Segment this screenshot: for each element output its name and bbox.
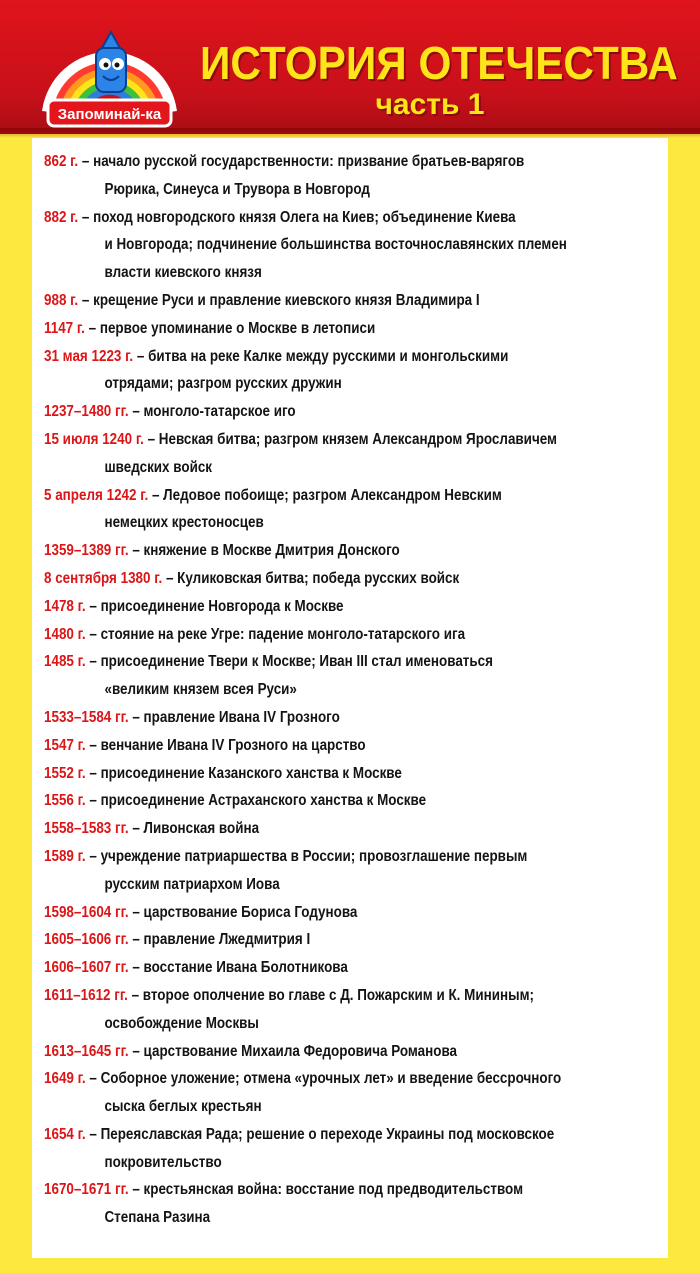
entry-date: 1485 г. bbox=[44, 653, 86, 671]
entry-dash: – bbox=[85, 847, 101, 865]
entry-dash: – bbox=[84, 319, 100, 337]
entry-first-line bbox=[44, 843, 566, 871]
entry-first-line bbox=[44, 926, 566, 954]
entry-first-line bbox=[44, 148, 566, 176]
entry-first-line bbox=[44, 537, 566, 565]
entry-date: 882 г. bbox=[44, 208, 79, 226]
entry-text: Невская битва; разгром князем Александром Ярославичем bbox=[158, 430, 557, 448]
entry-text: Степана Разина bbox=[104, 1209, 211, 1227]
entry-date: 1649 г. bbox=[44, 1070, 86, 1088]
entry-text: начало русской государственности: призвание братьев-варягов bbox=[93, 153, 525, 170]
zapominayka-logo bbox=[42, 30, 177, 130]
entry-text: учреждение патриаршества в России; провозглашение первым bbox=[100, 847, 528, 865]
entry-text: царствование Михаила Федоровича Романова bbox=[143, 1042, 458, 1060]
entry-dash: – bbox=[128, 820, 144, 838]
entry-date: 1552 г. bbox=[44, 764, 86, 782]
timeline-entry bbox=[44, 148, 666, 204]
entry-first-line bbox=[44, 982, 566, 1010]
entry-date: 1556 г. bbox=[44, 792, 86, 810]
entry-dash: – bbox=[85, 597, 101, 615]
entry-first-line bbox=[44, 1176, 566, 1204]
entry-continuation-line bbox=[44, 1204, 566, 1232]
timeline-entry bbox=[44, 760, 666, 788]
entry-first-line bbox=[44, 954, 566, 982]
entry-dash: – bbox=[143, 430, 159, 448]
entry-date: 1598–1604 гг. bbox=[44, 903, 129, 921]
entry-text: Рюрика, Синеуса и Трувора в Новгород bbox=[104, 180, 370, 198]
timeline-entry bbox=[44, 704, 666, 732]
entry-text: крещение Руси и правление киевского князя Владимира I bbox=[93, 291, 480, 309]
entry-date: 5 апреля 1242 г. bbox=[44, 486, 149, 504]
timeline-entry bbox=[44, 593, 666, 621]
entry-date: 1611–1612 гг. bbox=[44, 986, 128, 1004]
timeline-entry bbox=[44, 787, 666, 815]
timeline-entry bbox=[44, 1121, 666, 1177]
timeline-entry bbox=[44, 1176, 666, 1232]
entry-date: 8 сентября 1380 г. bbox=[44, 569, 163, 587]
entry-text: Переяславская Рада; решение о переходе Украины под московское bbox=[100, 1125, 555, 1143]
entry-text: поход новгородского князя Олега на Киев; объединение Киева bbox=[93, 208, 516, 226]
entry-text: правление Ивана IV Грозного bbox=[143, 708, 340, 726]
entry-dash: – bbox=[85, 653, 101, 671]
entry-dash: – bbox=[85, 764, 101, 782]
entry-continuation-line bbox=[44, 1093, 566, 1121]
entry-first-line bbox=[44, 398, 566, 426]
entry-text: княжение в Москве Дмитрия Донского bbox=[143, 542, 400, 560]
entry-first-line bbox=[44, 482, 566, 510]
entry-dash: – bbox=[85, 792, 101, 810]
timeline-entry bbox=[44, 482, 666, 538]
timeline-list bbox=[44, 148, 666, 1232]
entry-text: русским патриархом Иова bbox=[104, 875, 280, 893]
entry-date: 15 июля 1240 г. bbox=[44, 430, 144, 448]
timeline-entry bbox=[44, 621, 666, 649]
entry-dash: – bbox=[128, 708, 144, 726]
timeline-entry bbox=[44, 815, 666, 843]
entry-first-line bbox=[44, 704, 566, 732]
entry-continuation-line bbox=[44, 509, 566, 537]
entry-text: покровительство bbox=[104, 1153, 222, 1171]
entry-continuation-line bbox=[44, 259, 566, 287]
entry-text: первое упоминание о Москве в летописи bbox=[99, 319, 376, 337]
entry-first-line bbox=[44, 204, 566, 232]
timeline-entry bbox=[44, 732, 666, 760]
entry-date: 1606–1607 гг. bbox=[44, 959, 129, 977]
entry-text: венчание Ивана IV Грозного на царство bbox=[100, 736, 366, 754]
entry-dash: – bbox=[148, 486, 164, 504]
entry-first-line bbox=[44, 1065, 566, 1093]
entry-first-line bbox=[44, 1038, 566, 1066]
entry-date: 1558–1583 гг. bbox=[44, 820, 129, 838]
entry-dash: – bbox=[162, 569, 178, 587]
entry-continuation-line bbox=[44, 231, 566, 259]
timeline-entry bbox=[44, 315, 666, 343]
entry-first-line bbox=[44, 899, 566, 927]
page-title: ИСТОРИЯ ОТЕЧЕСТВА bbox=[200, 37, 678, 89]
entry-text: правление Лжедмитрия I bbox=[143, 931, 311, 949]
entry-continuation-line bbox=[44, 454, 566, 482]
entry-date: 1605–1606 гг. bbox=[44, 931, 129, 949]
entry-text: присоединение Новгорода к Москве bbox=[100, 597, 344, 615]
entry-date: 1480 г. bbox=[44, 625, 86, 643]
entry-continuation-line bbox=[44, 676, 566, 704]
timeline-entry bbox=[44, 565, 666, 593]
entry-text: монголо-татарское иго bbox=[143, 403, 296, 421]
entry-text: восстание Ивана Болотникова bbox=[143, 959, 348, 977]
entry-dash: – bbox=[127, 986, 143, 1004]
entry-text: власти киевского князя bbox=[104, 264, 262, 282]
entry-dash: – bbox=[85, 1070, 101, 1088]
entry-date: 1478 г. bbox=[44, 597, 86, 615]
entry-date: 1670–1671 гг. bbox=[44, 1181, 129, 1199]
timeline-entry bbox=[44, 926, 666, 954]
entry-dash: – bbox=[128, 542, 144, 560]
entry-date: 1589 г. bbox=[44, 847, 86, 865]
entry-text: сыска беглых крестьян bbox=[104, 1098, 262, 1116]
entry-text: Ливонская война bbox=[143, 820, 260, 838]
timeline-entry bbox=[44, 537, 666, 565]
entry-dash: – bbox=[133, 347, 149, 365]
entry-text: Соборное уложение; отмена «урочных лет» и введение бессрочного bbox=[100, 1070, 562, 1088]
entry-first-line bbox=[44, 343, 566, 371]
entry-date: 1359–1389 гг. bbox=[44, 542, 129, 560]
entry-text: битва на реке Калке между русскими и монгольскими bbox=[148, 347, 509, 365]
entry-text: Куликовская битва; победа русских войск bbox=[177, 569, 460, 587]
entry-date: 1547 г. bbox=[44, 736, 86, 754]
entry-continuation-line bbox=[44, 176, 566, 204]
entry-date: 862 г. bbox=[44, 153, 79, 170]
entry-continuation-line bbox=[44, 871, 566, 899]
timeline-entry bbox=[44, 343, 666, 399]
entry-text: присоединение Казанского ханства к Москве bbox=[100, 764, 402, 782]
entry-dash: – bbox=[128, 959, 144, 977]
entry-text: Ледовое побоище; разгром Александром Невским bbox=[163, 486, 502, 504]
entry-date: 988 г. bbox=[44, 291, 79, 309]
entry-first-line bbox=[44, 815, 566, 843]
page-subtitle: часть 1 bbox=[375, 88, 485, 121]
timeline-entry bbox=[44, 648, 666, 704]
entry-text: отрядами; разгром русских дружин bbox=[104, 375, 342, 393]
entry-text: немецких крестоносцев bbox=[104, 514, 264, 532]
entry-first-line bbox=[44, 287, 566, 315]
entry-dash: – bbox=[78, 153, 94, 170]
timeline-entry bbox=[44, 398, 666, 426]
entry-date: 1147 г. bbox=[44, 319, 85, 337]
entry-first-line bbox=[44, 732, 566, 760]
entry-dash: – bbox=[128, 1042, 144, 1060]
entry-text: царствование Бориса Годунова bbox=[143, 903, 358, 921]
logo-text: Запоминай-ка bbox=[57, 106, 162, 123]
entry-first-line bbox=[44, 315, 566, 343]
timeline-entry bbox=[44, 1065, 666, 1121]
entry-dash: – bbox=[128, 403, 144, 421]
entry-date: 31 мая 1223 г. bbox=[44, 347, 134, 365]
entry-dash: – bbox=[85, 625, 101, 643]
timeline-entry bbox=[44, 954, 666, 982]
entry-date: 1237–1480 гг. bbox=[44, 403, 129, 421]
entry-text: шведских войск bbox=[104, 458, 213, 476]
entry-text: второе ополчение во главе с Д. Пожарским и К. Мининым; bbox=[142, 986, 534, 1004]
timeline-entry bbox=[44, 1038, 666, 1066]
timeline-entry bbox=[44, 982, 666, 1038]
entry-date: 1654 г. bbox=[44, 1125, 86, 1143]
entry-date: 1613–1645 гг. bbox=[44, 1042, 129, 1060]
timeline-entry bbox=[44, 287, 666, 315]
entry-text: и Новгорода; подчинение большинства восточнославянских племен bbox=[104, 236, 567, 254]
entry-text: стояние на реке Угре: падение монголо-татарского ига bbox=[100, 625, 466, 643]
entry-dash: – bbox=[78, 208, 94, 226]
entry-first-line bbox=[44, 648, 566, 676]
entry-first-line bbox=[44, 787, 566, 815]
entry-first-line bbox=[44, 621, 566, 649]
entry-text: «великим князем всея Руси» bbox=[104, 681, 297, 699]
entry-dash: – bbox=[85, 736, 101, 754]
entry-first-line bbox=[44, 593, 566, 621]
timeline-entry bbox=[44, 426, 666, 482]
entry-text: крестьянская война: восстание под предводительством bbox=[143, 1181, 524, 1199]
timeline-entry bbox=[44, 843, 666, 899]
entry-text: присоединение Твери к Москве; Иван III стал именоваться bbox=[100, 653, 493, 671]
timeline-entry bbox=[44, 204, 666, 287]
entry-continuation-line bbox=[44, 1149, 566, 1177]
entry-dash: – bbox=[128, 931, 144, 949]
entry-dash: – bbox=[78, 291, 94, 309]
entry-first-line bbox=[44, 426, 566, 454]
entry-continuation-line bbox=[44, 370, 566, 398]
entry-first-line bbox=[44, 565, 566, 593]
entry-first-line bbox=[44, 1121, 566, 1149]
entry-text: присоединение Астраханского ханства к Москве bbox=[100, 792, 427, 810]
entry-continuation-line bbox=[44, 1010, 566, 1038]
entry-dash: – bbox=[128, 1181, 144, 1199]
entry-first-line bbox=[44, 760, 566, 788]
entry-date: 1533–1584 гг. bbox=[44, 708, 129, 726]
timeline-entry bbox=[44, 899, 666, 927]
entry-dash: – bbox=[85, 1125, 101, 1143]
entry-text: освобождение Москвы bbox=[104, 1014, 259, 1032]
entry-dash: – bbox=[128, 903, 144, 921]
